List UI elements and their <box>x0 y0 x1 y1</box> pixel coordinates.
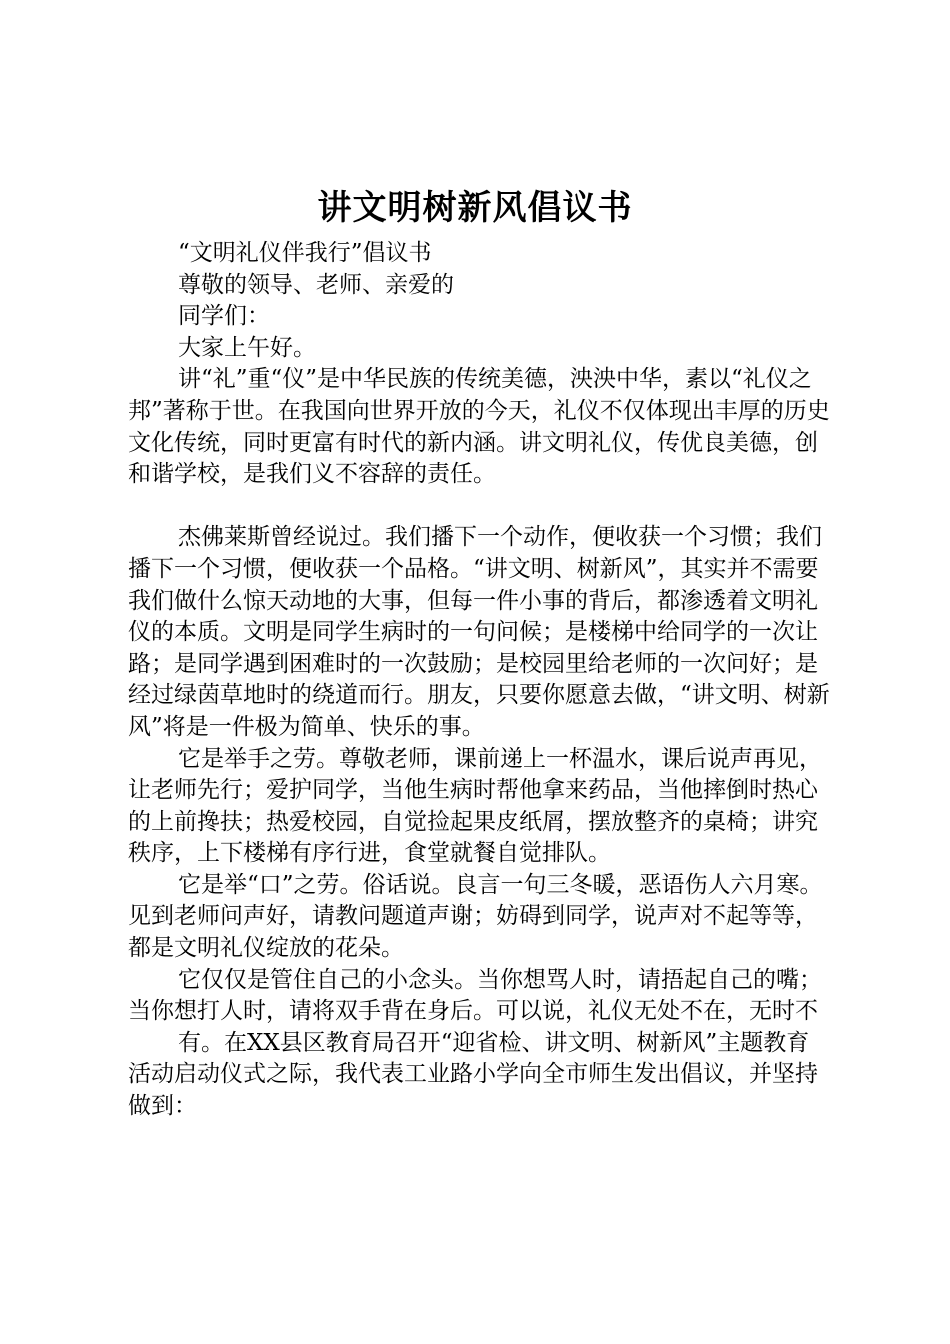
salutation-line-1: 尊敬的领导、老师、亲爱的 <box>178 271 454 298</box>
greeting-paragraph: 大家上午好。 <box>178 334 316 361</box>
subtitle-paragraph: “文明礼仪伴我行”倡议书 <box>178 240 432 266</box>
body-paragraph: 讲“礼”重“仪”是中华民族的传统美德，泱泱中华，素以“礼仪之邦”著称于世。在我国向世界开放的今天，礼仪不仅体现出丰厚的历史文化传统，同时更富有时代的新内涵。讲文明礼仪，传优良美德，创和谐学校，是我们义不容辞的责任。 <box>128 366 830 488</box>
body-paragraph: 有。在XX县区教育局召开“迎省检、讲文明、树新风”主题教育活动启动仪式之际，我代表工业路小学向全市师生发出倡议，并坚持做到： <box>128 1029 818 1120</box>
body-paragraph: 它仅仅是管住自己的小念头。当你想骂人时，请捂起自己的嘴；当你想打人时，请将双手背在身后。可以说，礼仪无处不在，无时不 <box>128 966 822 1025</box>
body-paragraph: 它是举“口”之劳。俗话说。良言一句三冬暖，恶语伤人六月寒。见到老师问声好，请教问题道声谢；妨碍到同学，说声对不起等等，都是文明礼仪绽放的花朵。 <box>128 871 823 962</box>
document-body <box>128 238 832 1123</box>
body-paragraph: 杰佛莱斯曾经说过。我们播下一个动作，便收获一个习惯；我们播下一个习惯，便收获一个品格。“讲文明、树新风”，其实并不需要我们做什么惊天动地的大事，但每一件小事的背后，都渗透着文明礼仪的本质。文明是同学生病时的一句问候；是楼梯中给同学的一次让路；是同学遇到困难时的一次鼓励；是校园里给老师的一次问好；是经过绿茵草地时的绕道而行。朋友，只要你愿意去做，“讲文明、树新风”将是一件极为简单、快乐的事。 <box>128 524 830 740</box>
salutation-line-2: 同学们： <box>178 303 270 330</box>
body-paragraph: 它是举手之劳。尊敬老师，课前递上一杯温水，课后说声再见，让老师先行；爱护同学，当他生病时帮他拿来药品，当他摔倒时热心的上前搀扶；热爱校园，自觉捡起果皮纸屑，摆放整齐的桌椅；讲究秩序，上下楼梯有序行进，食堂就餐自觉排队。 <box>128 745 822 867</box>
document-title: 讲文明树新风倡议书 <box>317 188 633 228</box>
paragraph-gap <box>128 491 832 523</box>
